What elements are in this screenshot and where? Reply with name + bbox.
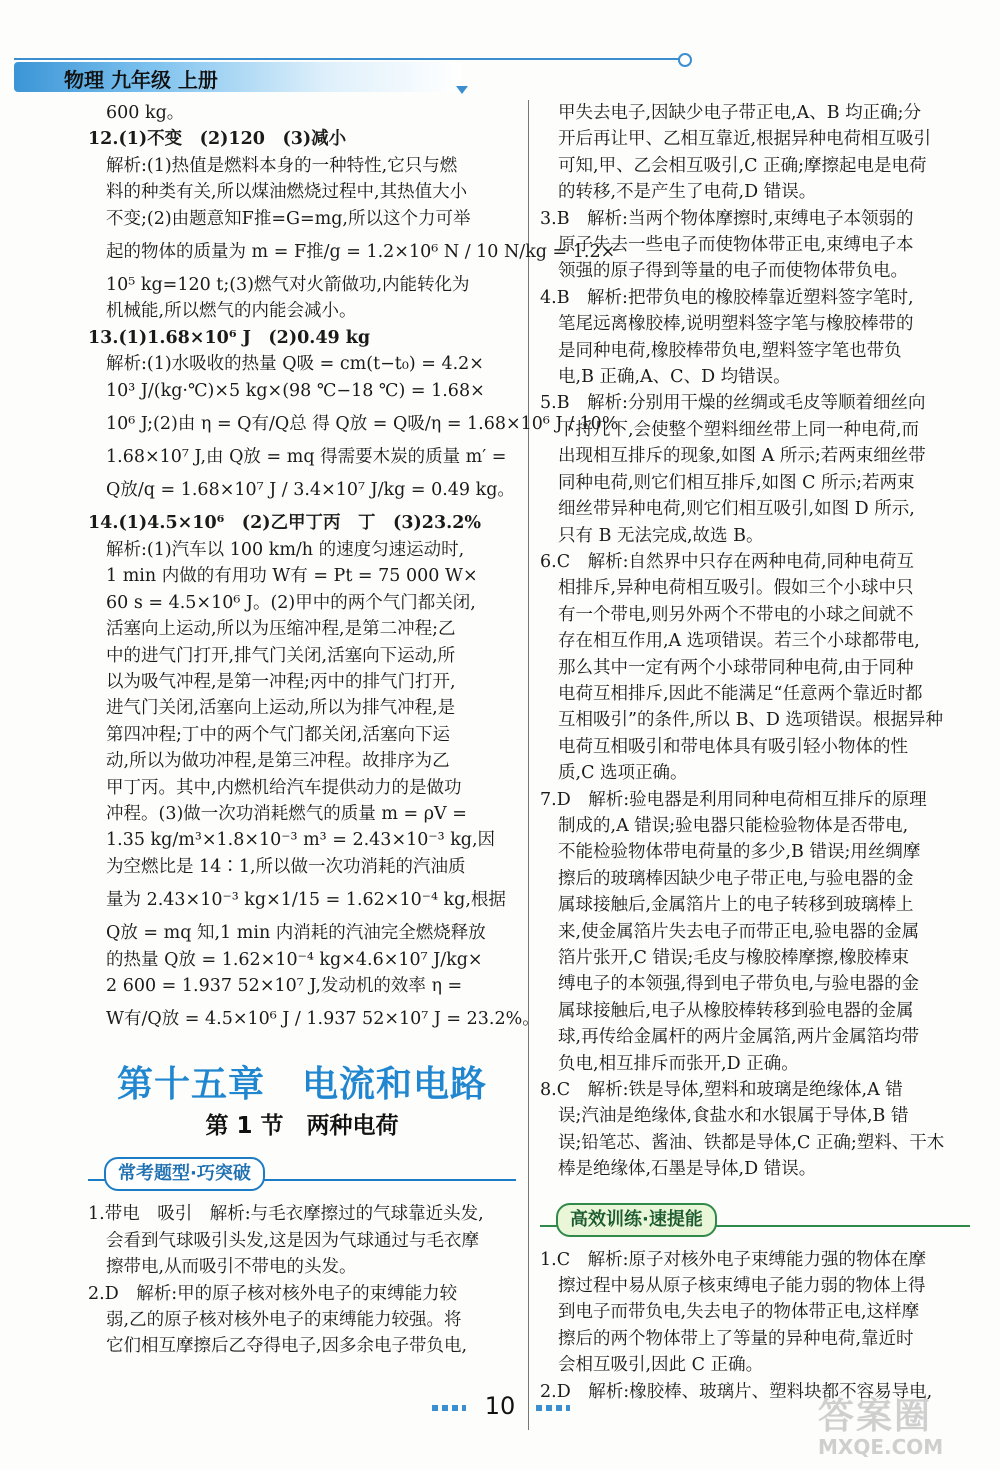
text-line: 的热量 Q放 = 1.62×10⁻⁴ kg×4.6×10⁷ J/kg×	[106, 949, 483, 970]
answer-line: 8.C 解析:铁是导体,塑料和玻璃是绝缘体,A 错	[540, 1080, 903, 1101]
text-line: 误;汽油是绝缘体,食盐水和水银属于导体,B 错	[558, 1106, 909, 1127]
text-line: 动,所以为做功冲程,是第三冲程。故排序为乙	[106, 751, 450, 772]
left-text-block	[88, 100, 619, 1039]
text-line: 以为吸气冲程,是第一冲程;丙中的排气门打开,	[106, 671, 456, 692]
answer-line: 7.D 解析:验电器是利用同种电荷相互排斥的原理	[540, 789, 927, 810]
text-line: 相排斥,异种电荷相互吸引。假如三个小球中只	[558, 578, 914, 599]
text-line: 活塞向上运动,所以为压缩冲程,是第二冲程;乙	[106, 619, 456, 640]
watermark-logo	[818, 1398, 988, 1462]
text-line: 可知,甲、乙会相互吸引,C 正确;摩擦起电是电荷	[558, 155, 927, 176]
text-line: 是同种电荷,橡胶棒带负电,塑料签字笔也带负	[558, 340, 902, 361]
text-line: 领强的原子得到等量的电子而使物体带负电。	[558, 261, 908, 282]
section-title: 第 1 节 两种电荷	[205, 1113, 399, 1140]
text-line: 1.35 kg/m³×1.8×10⁻³ m³ = 2.43×10⁻³ kg,因	[106, 830, 496, 851]
page-number: 10	[484, 1392, 516, 1420]
text-line: 误;铅笔芯、酱油、铁都是导体,C 正确;塑料、干木	[558, 1132, 945, 1153]
text-line: 原子失去一些电子而使物体带正电,束缚电子本	[558, 235, 914, 256]
text-line: 10⁵ kg=120 t;(3)燃气对火箭做功,内能转化为	[106, 275, 470, 296]
text-line: 存在相互作用,A 选项错误。若三个小球都带电,	[558, 631, 920, 652]
text-line: 为空燃比是 14∶1,所以做一次功消耗的汽油质	[106, 856, 466, 877]
chapter-title: 第十五章 电流和电路	[116, 1064, 487, 1106]
text-line: 600 kg。	[106, 103, 185, 123]
text-line: 那么其中一定有两个小球带同种电荷,由于同种	[558, 657, 914, 678]
book-title: 物理 九年级 上册	[64, 68, 218, 92]
watermark-text: 答案圈	[818, 1396, 933, 1437]
text-line: 属球接触后,金属箔片上的电子转移到玻璃棒上	[558, 895, 914, 916]
text-line: 解析:(1)热值是燃料本身的一种特性,它只与燃	[106, 155, 458, 176]
text-line: 棒是绝缘体,石墨是导体,D 错误。	[558, 1159, 817, 1180]
answer-13: 13.(1)1.68×10⁶ J (2)0.49 kg	[88, 327, 371, 348]
answer-line: 5.B 解析:分别用干燥的丝绸或毛皮等顺着细丝向	[540, 393, 926, 414]
text-line: 缚电子的本领强,得到电子带负电,与验电器的金	[558, 974, 920, 995]
text-line: 电荷互相吸引和带电体具有吸引轻小物体的性	[558, 736, 908, 757]
page-number-decoration-left	[432, 1405, 466, 1411]
text-line: 只有 B 无法完成,故选 B。	[558, 525, 764, 546]
right-column	[540, 100, 970, 1405]
answer-line: 3.B 解析:当两个物体摩擦时,束缚电子本领弱的	[540, 208, 914, 229]
page-number-decoration-right	[536, 1405, 570, 1411]
text-line: 起的物体的质量为 m = F推/g = 1.2×10⁶ N / 10 N/kg = 1.2×	[106, 242, 616, 263]
text-line: 不能检验物体带电荷量的多少,B 错误;用丝绸摩	[558, 842, 921, 863]
text-line: 进气门关闭,活塞向上运动,所以为排气冲程,是	[106, 698, 456, 719]
page-header	[0, 0, 1000, 100]
text-line: 制成的,A 错误;验电器只能检验物体是否带电,	[558, 815, 909, 836]
text-line: 属球接触后,电子从橡胶棒转移到验电器的金属	[558, 1000, 914, 1021]
text-line: 来,使金属箔片失去电子而带正电,验电器的金属	[558, 921, 920, 942]
text-line: 有一个带电,则另外两个不带电的小球之间就不	[558, 604, 914, 625]
text-line: 10⁶ J;(2)由 η = Q有/Q总 得 Q放 = Q吸/η = 1.68×10⁶ J / 10%	[106, 414, 619, 435]
text-line: 会看到气球吸引头发,这是因为气球通过与毛衣摩	[106, 1230, 480, 1251]
text-line: 电荷互相排斥,因此不能满足“任意两个靠近时都	[558, 683, 923, 704]
answer-line: 2.D 解析:橡胶棒、玻璃片、塑料块都不容易导电,	[540, 1381, 933, 1402]
tag-label: 常考题型·巧突破	[104, 1157, 265, 1191]
text-line: 第四冲程;丁中的两个气门都关闭,活塞向下运	[106, 724, 450, 745]
text-line: 下捋几下,会使整个塑料细丝带上同一种电荷,而	[558, 419, 920, 440]
right-text-block	[540, 100, 970, 1183]
text-line: 擦过程中易从原子核束缚电子能力弱的物体上得	[558, 1276, 926, 1297]
text-line: 冲程。(3)做一次功消耗燃气的质量 m = ρV =	[106, 803, 467, 824]
text-line: 中的进气门打开,排气门关闭,活塞向下运动,所	[106, 645, 456, 666]
text-line: 甲丁丙。其中,内燃机给汽车提供动力的是做功	[106, 777, 462, 798]
text-line: 质,C 选项正确。	[558, 763, 688, 784]
watermark-url: MXQE.COM	[818, 1435, 944, 1459]
section-tag	[88, 1155, 516, 1191]
text-line: 互相吸引”的条件,所以 B、D 选项错误。根据异种	[558, 710, 944, 731]
left-column	[88, 100, 619, 1360]
column-divider	[528, 100, 529, 1430]
text-line: 2 600 = 1.937 52×10⁷ J,发动机的效率 η =	[106, 975, 463, 996]
answer-12: 12.(1)不变 (2)120 (3)减小	[88, 129, 347, 150]
left-answers-block	[88, 1201, 516, 1359]
text-line: 同种电荷,则它们相互排斥,如图 C 所示;若两束	[558, 472, 915, 493]
text-line: 负电,相互排斥而张开,D 正确。	[558, 1053, 799, 1074]
text-line: 不变;(2)由题意知F推=G=mg,所以这个力可举	[106, 208, 471, 229]
text-line: 电,B 正确,A、C、D 均错误。	[558, 367, 791, 388]
text-line: 它们相互摩擦后乙夺得电子,因多余电子带负电,	[106, 1336, 468, 1357]
header-triangle-icon	[456, 86, 468, 94]
answer-line: 6.C 解析:自然界中只存在两种电荷,同种电荷互	[540, 551, 915, 572]
section-tag	[540, 1201, 970, 1237]
text-line: 60 s = 4.5×10⁶ J。(2)甲中的两个气门都关闭,	[106, 592, 476, 613]
text-line: 出现相互排斥的现象,如图 A 所示;若两束细丝带	[558, 446, 926, 467]
text-line: 1 min 内做的有用功 W有 = Pt = 75 000 W×	[106, 566, 478, 587]
text-line: 弱,乙的原子核对核外电子的束缚能力较强。将	[106, 1310, 462, 1330]
text-line: 到电子而带负电,失去电子的物体带正电,这样摩	[558, 1302, 920, 1323]
answer-line: 2.D 解析:甲的原子核对核外电子的束缚能力较	[88, 1283, 458, 1304]
answer-14: 14.(1)4.5×10⁶ (2)乙甲丁丙 丁 (3)23.2%	[88, 513, 482, 534]
right-answers-block	[540, 1247, 970, 1405]
text-line: 的转移,不是产生了电荷,D 错误。	[558, 182, 817, 203]
header-dot-icon	[678, 53, 692, 67]
text-line: 擦后的玻璃棒因缺少电子带正电,与验电器的金	[558, 868, 914, 889]
answer-line: 1.C 解析:原子对核外电子束缚能力强的物体在摩	[540, 1249, 926, 1270]
text-line: 甲失去电子,因缺少电子带正电,A、B 均正确;分	[558, 103, 922, 123]
text-line: 料的种类有关,所以煤油燃烧过程中,其热值大小	[106, 182, 468, 203]
answer-line: 4.B 解析:把带负电的橡胶棒靠近塑料签字笔时,	[540, 287, 914, 308]
text-line: 细丝带异种电荷,则它们相互吸引,如图 D 所示,	[558, 499, 915, 520]
text-line: 解析:(1)水吸收的热量 Q吸 = cm(t−t₀) = 4.2×	[106, 354, 484, 375]
text-line: Q放/q = 1.68×10⁷ J / 3.4×10⁷ J/kg = 0.49 kg。	[106, 480, 515, 501]
text-line: 量为 2.43×10⁻³ kg×1/15 = 1.62×10⁻⁴ kg,根据	[106, 890, 506, 911]
header-rule	[14, 58, 684, 60]
answer-line: 1.带电 吸引 解析:与毛衣摩擦过的气球靠近头发,	[88, 1204, 484, 1225]
text-line: 解析:(1)汽车以 100 km/h 的速度匀速运动时,	[106, 539, 465, 560]
text-line: 擦后的两个物体带上了等量的异种电荷,靠近时	[558, 1328, 914, 1349]
text-line: 会相互吸引,因此 C 正确。	[558, 1355, 764, 1376]
text-line: 笔尾远离橡胶棒,说明塑料签字笔与橡胶棒带的	[558, 314, 914, 335]
text-line: 球,再传给金属杆的两片金属箔,两片金属箔均带	[558, 1027, 920, 1048]
tag-label: 高效训练·速提能	[556, 1203, 717, 1237]
text-line: 1.68×10⁷ J,由 Q放 = mq 得需要木炭的质量 m′ =	[106, 447, 507, 468]
text-line: 擦带电,从而吸引不带电的头发。	[106, 1257, 357, 1278]
text-line: Q放 = mq 知,1 min 内消耗的汽油完全燃烧释放	[106, 923, 486, 944]
text-line: W有/Q放 = 4.5×10⁶ J / 1.937 52×10⁷ J = 23.2%。	[106, 1009, 540, 1030]
text-line: 机械能,所以燃气的内能会减小。	[106, 301, 357, 322]
text-line: 开后再让甲、乙相互靠近,根据异种电荷相互吸引	[558, 129, 932, 150]
text-line: 箔片张开,C 错误;毛皮与橡胶棒摩擦,橡胶棒束	[558, 948, 909, 968]
text-line: 10³ J/(kg·℃)×5 kg×(98 ℃−18 ℃) = 1.68×	[106, 380, 485, 401]
